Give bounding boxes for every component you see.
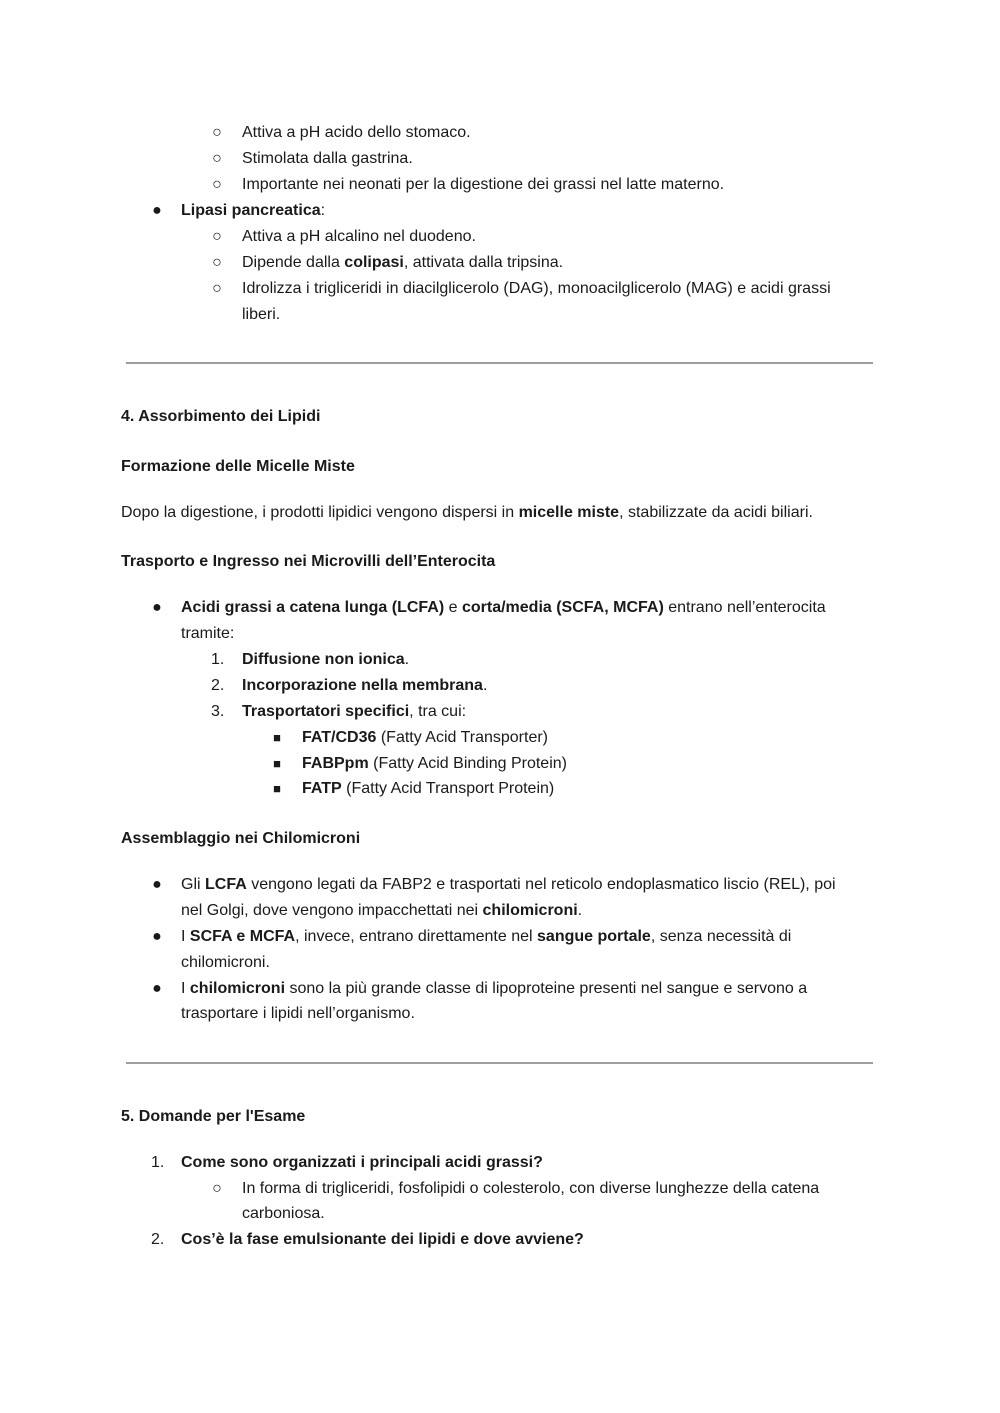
list-item: I chilomicroni sono la più grande classe di lipoproteine presenti nel sangue e servono a	[181, 980, 808, 997]
list-number: 2.	[211, 677, 225, 694]
list-item-continuation: trasportare i lipidi nell’organismo.	[181, 1005, 415, 1022]
list-item: Diffusione non ionica.	[242, 651, 410, 668]
list-item: Attiva a pH alcalino nel duodeno.	[242, 228, 476, 245]
square-bullet-icon: ■	[273, 730, 281, 745]
list-item: Stimolata dalla gastrina.	[242, 150, 413, 167]
list-number: 1.	[211, 651, 225, 668]
list-item: FATP (Fatty Acid Transport Protein)	[302, 780, 555, 797]
circle-bullet-icon: ○	[212, 254, 222, 271]
section-title: 4. Assorbimento dei Lipidi	[121, 408, 321, 425]
exam-answer-continuation: carboniosa.	[242, 1205, 325, 1222]
list-number: 1.	[151, 1154, 165, 1171]
list-item: Attiva a pH acido dello stomaco.	[242, 124, 471, 141]
list-item-continuation: nel Golgi, dove vengono impacchettati nei chilomicroni.	[181, 902, 583, 919]
list-number: 3.	[211, 703, 225, 720]
list-item-continuation: chilomicroni.	[181, 954, 270, 971]
square-bullet-icon: ■	[273, 756, 281, 771]
circle-bullet-icon: ○	[212, 176, 222, 193]
list-item: Idrolizza i trigliceridi in diacilglicerolo (DAG), monoacilglicerolo (MAG) e acidi grassi	[242, 280, 831, 297]
circle-bullet-icon: ○	[212, 228, 222, 245]
paragraph: Dopo la digestione, i prodotti lipidici vengono dispersi in micelle miste, stabilizzate da acidi biliari.	[121, 504, 813, 521]
subsection-heading: Assemblaggio nei Chilomicroni	[121, 830, 361, 847]
section-title: 5. Domande per l'Esame	[121, 1108, 306, 1125]
list-item: FAT/CD36 (Fatty Acid Transporter)	[302, 729, 548, 746]
list-item: Importante nei neonati per la digestione dei grassi nel latte materno.	[242, 176, 725, 193]
exam-question: Cos’è la fase emulsionante dei lipidi e dove avviene?	[181, 1231, 584, 1248]
disc-bullet-icon: ●	[152, 980, 162, 997]
list-item: FABPpm (Fatty Acid Binding Protein)	[302, 755, 567, 772]
circle-bullet-icon: ○	[212, 124, 222, 141]
list-item: Trasportatori specifici, tra cui:	[242, 703, 467, 720]
subsection-heading: Trasporto e Ingresso nei Microvilli dell’Enterocita	[121, 553, 496, 570]
exam-question: Come sono organizzati i principali acidi grassi?	[181, 1154, 543, 1171]
disc-bullet-icon: ●	[152, 928, 162, 945]
exam-answer: In forma di trigliceridi, fosfolipidi o colesterolo, con diverse lunghezze della catena	[242, 1180, 820, 1197]
list-item: I SCFA e MCFA, invece, entrano direttamente nel sangue portale, senza necessità di	[181, 928, 792, 945]
list-item: Incorporazione nella membrana.	[242, 677, 488, 694]
list-number: 2.	[151, 1231, 165, 1248]
list-item: Dipende dalla colipasi, attivata dalla tripsina.	[242, 254, 564, 271]
list-item-continuation: liberi.	[242, 306, 281, 323]
square-bullet-icon: ■	[273, 781, 281, 796]
circle-bullet-icon: ○	[212, 1180, 222, 1197]
horizontal-divider	[126, 1062, 873, 1064]
circle-bullet-icon: ○	[212, 150, 222, 167]
disc-bullet-icon: ●	[152, 876, 162, 893]
list-item: Lipasi pancreatica:	[181, 202, 326, 219]
list-item: Gli LCFA vengono legati da FABP2 e trasportati nel reticolo endoplasmatico liscio (REL), poi	[181, 876, 836, 893]
disc-bullet-icon: ●	[152, 599, 162, 616]
subsection-heading: Formazione delle Micelle Miste	[121, 458, 355, 475]
horizontal-divider	[126, 362, 873, 364]
list-item-continuation: tramite:	[181, 625, 235, 642]
disc-bullet-icon: ●	[152, 202, 162, 219]
list-item: Acidi grassi a catena lunga (LCFA) e corta/media (SCFA, MCFA) entrano nell’enterocita	[181, 599, 826, 616]
circle-bullet-icon: ○	[212, 280, 222, 297]
